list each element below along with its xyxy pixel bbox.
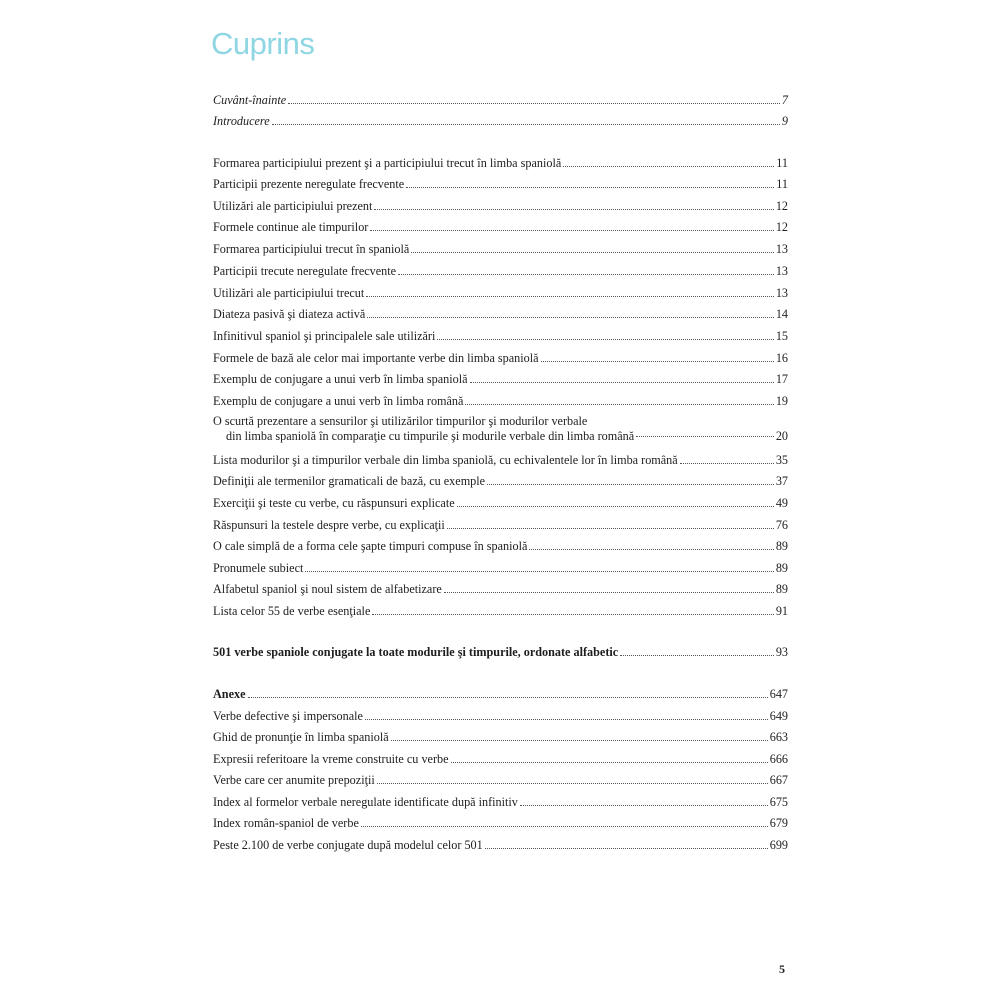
toc-entry[interactable] [213,474,788,488]
toc-entry-page: 12 [775,220,788,234]
toc-entry[interactable] [213,351,788,365]
toc-entry-page: 19 [775,394,788,408]
dot-leader [365,718,768,720]
toc-entry-page: 647 [769,687,788,701]
toc-entry[interactable] [213,709,788,723]
toc-entry-label: Anexe [213,687,246,701]
toc-entry-page: 89 [775,539,788,553]
toc-entry-page: 12 [775,199,788,213]
toc-entry-page: 93 [775,645,788,659]
toc-entry-label: Exemplu de conjugare a unui verb în limba română [213,394,464,408]
toc-entry[interactable] [213,773,788,787]
toc-entry-label: Peste 2.100 de verbe conjugate după modelul celor 501 [213,838,483,852]
toc-entry-label: Participii prezente neregulate frecvente [213,177,405,191]
toc-entry-label: 501 verbe spaniole conjugate la toate modurile şi timpurile, ordonate alfabetic [213,645,619,659]
toc-entry-label: Exerciţii şi teste cu verbe, cu răspunsuri explicate [213,496,455,510]
toc-entry-label: Formele continue ale timpurilor [213,220,369,234]
dot-leader [457,505,774,507]
toc-entry-page: 16 [775,351,788,365]
toc-entry[interactable] [213,329,788,343]
toc-entry-page: 14 [775,307,788,321]
toc-entry-label: Definiţii ale termenilor gramaticali de bază, cu exemple [213,474,486,488]
toc-entry-label: Lista celor 55 de verbe esenţiale [213,604,371,618]
toc-entry-label: O scurtă prezentare a sensurilor şi utilizărilor timpurilor şi modurilor verbale [213,414,588,428]
toc-entry-page: 89 [775,582,788,596]
toc-entry-label: O cale simplă de a forma cele şapte timpuri compuse în spaniolă [213,539,528,553]
toc-entry[interactable] [213,730,788,744]
toc-entry-label-continued: din limba spaniolă în comparaţie cu timpurile şi modurile verbale din limba română [226,429,635,443]
dot-leader [470,381,774,383]
toc-entry-label: Formele de bază ale celor mai importante verbe din limba spaniolă [213,351,539,365]
toc-entry[interactable] [213,199,788,213]
toc-entry-label: Expresii referitoare la vreme construite cu verbe [213,752,449,766]
toc-entry-page: 675 [769,795,788,809]
toc-entry-label: Pronumele subiect [213,561,304,575]
toc-entry-page: 11 [776,177,788,191]
toc-entry-page: 35 [775,453,788,467]
toc-entry-label: Ghid de pronunţie în limba spaniolă [213,730,389,744]
toc-entry-label: Index român-spaniol de verbe [213,816,359,830]
toc-entry[interactable] [213,518,788,532]
toc-entry-page: 91 [775,604,788,618]
toc-entry-label: Alfabetul spaniol şi noul sistem de alfabetizare [213,582,442,596]
toc-entry[interactable] [213,156,788,170]
toc-entry[interactable] [213,372,788,386]
toc-entry-label: Exemplu de conjugare a unui verb în limba spaniolă [213,372,468,386]
dot-leader [374,208,773,210]
toc-entry-page: 7 [781,93,788,107]
toc-entry-label: Utilizări ale participiului trecut [213,286,365,300]
toc-entry-page: 89 [775,561,788,575]
dot-leader [377,782,768,784]
dot-leader [487,483,774,485]
toc-entry[interactable] [213,752,788,766]
toc-entry-page: 13 [775,286,788,300]
toc-entry[interactable] [213,582,788,596]
dot-leader [366,295,774,297]
toc-entry-label: Verbe care cer anumite prepoziţii [213,773,375,787]
toc-entry-label: Participii trecute neregulate frecvente [213,264,397,278]
toc-entry[interactable] [213,307,788,321]
toc-entry-label: Utilizări ale participiului prezent [213,199,373,213]
toc-entry[interactable] [213,539,788,553]
toc-entry-page: 9 [781,114,788,128]
toc-entry-page: 663 [769,730,788,744]
dot-leader [361,825,768,827]
dot-leader [288,102,780,104]
dot-leader [451,761,768,763]
toc-entry-label: Introducere [213,114,270,128]
dot-leader [248,696,768,698]
toc-entry-page: 37 [775,474,788,488]
toc-entry-page: 13 [775,242,788,256]
toc-entry[interactable] [213,816,788,830]
toc-entry[interactable] [213,453,788,467]
dot-leader [398,273,774,275]
toc-entry-label: Infinitivul spaniol şi principalele sale utilizări [213,329,436,343]
toc-entry-page: 15 [775,329,788,343]
toc-entry-two-line[interactable] [213,414,788,442]
toc-entry-page: 666 [769,752,788,766]
toc-entry-conjugations[interactable] [213,645,788,659]
toc-entry[interactable] [213,561,788,575]
dot-leader [406,186,774,188]
toc-entry-label: Index al formelor verbale neregulate identificate după infinitiv [213,795,518,809]
toc-entry-page: 13 [775,264,788,278]
dot-leader [680,462,774,464]
toc-entry[interactable] [213,838,788,852]
toc-entry-page: 76 [775,518,788,532]
toc-entry-page: 20 [775,429,788,443]
toc-section-annex[interactable] [213,687,788,701]
dot-leader [529,548,773,550]
toc-entry[interactable] [213,496,788,510]
dot-leader [563,165,774,167]
toc-entry-label: Cuvânt-înainte [213,93,287,107]
dot-leader [411,251,774,253]
toc-entry-page: 699 [769,838,788,852]
toc-entry-page: 11 [776,156,788,170]
dot-leader [541,360,774,362]
toc-entry-label: Formarea participiului prezent şi a participiului trecut în limba spaniolă [213,156,562,170]
toc-entry[interactable] [213,220,788,234]
toc-entry[interactable] [213,604,788,618]
toc-entry[interactable] [213,114,788,128]
page-title: Cuprins [211,26,315,61]
toc-entry-label: Formarea participiului trecut în spaniolă [213,242,410,256]
toc-entry-label: Diateza pasivă şi diateza activă [213,307,366,321]
toc-entry-page: 649 [769,709,788,723]
toc-entry[interactable] [213,93,788,107]
toc-entry-page: 17 [775,372,788,386]
toc-entry[interactable] [213,242,788,256]
toc-entry-label: Verbe defective şi impersonale [213,709,363,723]
toc-entry[interactable] [213,286,788,300]
dot-leader [447,527,774,529]
dot-leader [620,654,774,656]
toc-entry-page: 679 [769,816,788,830]
dot-leader [485,847,768,849]
toc-entry[interactable] [213,264,788,278]
dot-leader [370,229,773,231]
dot-leader [444,591,774,593]
dot-leader [272,123,780,125]
page-number: 5 [779,962,785,976]
dot-leader [636,435,774,437]
toc-entry-label: Răspunsuri la testele despre verbe, cu explicaţii [213,518,445,532]
dot-leader [465,403,773,405]
dot-leader [367,316,774,318]
toc-entry[interactable] [213,177,788,191]
dot-leader [391,739,768,741]
toc-entry[interactable] [213,795,788,809]
dot-leader [372,613,773,615]
dot-leader [437,338,773,340]
toc-entry[interactable] [213,394,788,408]
toc-entry-page: 667 [769,773,788,787]
dot-leader [520,804,768,806]
toc-entry-label: Lista modurilor şi a timpurilor verbale din limba spaniolă, cu echivalentele lor în limba română [213,453,678,467]
dot-leader [305,570,773,572]
toc-entry-page: 49 [775,496,788,510]
